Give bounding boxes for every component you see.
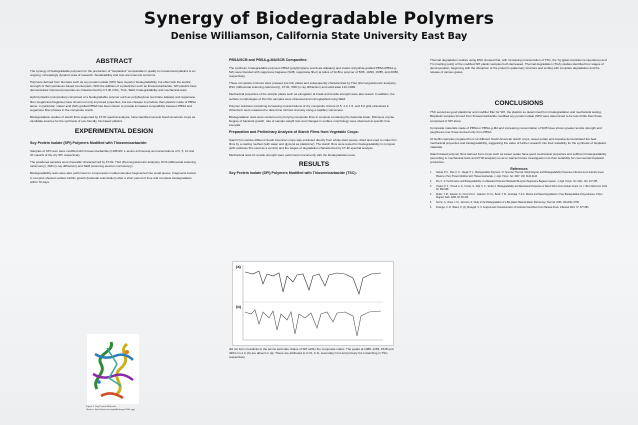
molecule-caption: Figure 1. Soy Protein Molecule (Source: http://www.rcsb.org/pdb/images/1b8c.jpg) — [86, 406, 135, 411]
reference-item — [430, 194, 608, 200]
pbsa-paragraph: Biodegradation tests were carried out by burying composite films in compost containing the bacterial strain, Rhizopus oryzae. Degree of bacterial growth, rate of sample weight loss and changes in surface morphology were observed at specific time intervals. — [229, 114, 395, 128]
column-left — [30, 58, 198, 187]
pbsa-subheading: PBSA/SCB and PBSA-g-MA/SCB Composites: — [229, 58, 308, 62]
reference-number: 6. — [430, 207, 432, 210]
starch-paragraph: Starch from twelve different South American crops was extracted directly from whole plant pieces, dried and used to make thin films by a casting method (with water and glycerol as plasticizer). The starch films were tested for biodegradability in compost (with cellulose film used as a control) and the stages of degradation characterized by FT-IR spectral analysis. — [229, 138, 397, 151]
abstract-paragraph: The synergy of biodegradable polymers for the production of "bioplastics" comparable in quality to conventional plastics is an ongoing, increasingly dynamic area of research. Sustainability and cost are foremost concerns. — [30, 69, 196, 78]
soy-subheading: Soy Protein Isolate (SPI) Polymers Modified with Thiosemicarbazide: — [30, 141, 148, 146]
conclusions-heading: CONCLUSIONS — [494, 100, 544, 108]
starch-paragraph: Mechanical tests for tensile strength were performed concurrently with the biodegradation tests. — [229, 153, 356, 158]
reference-text: Djukic, T. M., Sokovic, D., Ford, M.A.C., Jaukovic, D.J.G., Bordi, T. M., Gonzaga, T. E.C. Metrics and Mass Degradation of Soy Biodegradable Polyurethanes. Polym. Degrad. Stab. 2008, 93, 68-100. — [436, 193, 604, 199]
reference-number: 2. — [430, 180, 432, 183]
ftir-spectra-figure — [232, 261, 394, 346]
abstract-heading: ABSTRACT — [95, 58, 133, 65]
abstract-paragraph: Hybrid plastics (composites) comprised of a biodegradable polymer such as poly(butylene succinate adipate) and sugarcane fiber (sugarcane bagasse) have shown not only improved properties, but are cheaper to produce than plastics made of PBSA alone. In particular, maleic acid (MA) grafted PBSA has been shown to provide increased compatibility between PBSA and sugarcane fiber phases in the composite matrix. — [30, 95, 196, 112]
reference-item — [430, 172, 608, 178]
conclusions-paragraph: Of biofilm samples prepared from 12 different South American starch crops, sweet potato and cassava demonstrated the best mechanical properties and biodegradability, suggesting the value of further research into their suitability for the synthesis of bioplastic materials. — [430, 136, 607, 150]
column-right — [430, 58, 608, 212]
soy-paragraph: Samples of SPI resin were modified with thiosemicarbazide (CH5N3S; 1-amino-2-thiourea) at concentrations of 0, 5, 10 and 20 mass% of the dry SPI respectively. — [30, 149, 195, 158]
reference-number: 4. — [430, 193, 432, 196]
pbsa-paragraph: These composite mixtures were pressed into thin plates and subsequently characterized by TGA (thermogravimetric analysis), DSC (differential scanning calorimetry), FT-IR, XRD (x-ray diffraction) and solid-state 13C-NMR. — [229, 81, 397, 90]
experimental-heading: EXPERIMENTAL DESIGN — [74, 128, 154, 136]
ftir-spectra-svg — [233, 262, 393, 345]
column-middle — [229, 58, 399, 179]
reference-number: 5. — [430, 202, 432, 205]
plot-label-b: (b) — [236, 304, 242, 309]
reference-number: 3. — [430, 185, 432, 188]
soy-paragraph: Biodegradability tests were also performed on compression molded samples fragmented into small pieces. Fragments buried in compost showed surface biofilm growth (bacterial colonization) after a short period of time and complete biodegradation within 70 days. — [30, 171, 196, 184]
spectrum-b-line — [245, 310, 381, 336]
starch-subheading: Preparation and Preliminary Analysis of Starch Films from Vegetable Crops: — [229, 130, 359, 135]
abstract-paragraph: Polymers derived from biomass such as soy protein isolate (SPI) have superior biodegradability, but often lack the tensile strength of their petroleum-based counterparts. With the addition of a plasticizer such as thiosemicarbazide, SPI plastics have demonstrated improved properties as characterized by FT-IR, DSC, TGA, SEM, biodegradability and mechanical tests. — [30, 80, 197, 93]
reference-item — [430, 202, 608, 205]
reference-item — [430, 186, 608, 192]
reference-item — [430, 181, 608, 184]
conclusions-paragraph: Composite materials made of PBSA or PBSA-g-MA and increasing concentration of SCB have shown greater tensile strength and toughness over those derived only from PBSA. — [430, 125, 602, 134]
conclusions-paragraph: TSC served as good plasticizer and modifier filler for SPI, the plastics so determined from biodegradation and mechanical testing. Bioplastic samples formed from thiosemicarbazide-modified soy protein isolate (SPI) were determined to be less brittle than those comprised of SPI alone. — [430, 110, 602, 123]
poster-author: Denise Williamson, California State University East Bay — [170, 31, 468, 42]
pbsa-paragraph: Polymer solutions containing increasing concentrations of dry composite mixture (0.5, 1.0, 1.5, and 6.0 g/dL) dissolved in chloroform were measured to determine intrinsic viscosity using a capillary viscometer. — [229, 103, 390, 112]
results-paragraph: did not form crosslinks to the amino acid side chains of SPI within the composite matrix. The peaks at 1088, 1283, 1548 and 3364 cm-1 in (b) are absent in (a). These are attributed to C=S, C-N, secondary N-H and primary N-H stretching in TSC, respectively. — [229, 347, 394, 360]
thermal-paragraph: Thermal degradation studies using DSC showed that, with increasing concentration of TSC, the Tg (glass transition temperature) and Tm (melting point) of the modified SPI plastic samples both decreased. Thermal degradation (TGA) studies identified four stages of decomposition, beginning with the disruption of the protein's quaternary structure and ending with complete degradation and the release of various gases. — [430, 58, 607, 75]
reference-text: Nanda, P. K., Rao, K. K., Nayak, P. L., Biodegradable Polymers. XI. Spectral, Thermal, Morphological, and Biodegradability Properties of Environment-Friendly Green Plastics of Soy Protein Modified with Thiosemicarbazide. J. Appl. Polym. Sci. 2007, 103, 3134-3143. — [436, 172, 604, 178]
reference-number: 1. — [430, 172, 432, 175]
soy-paragraph: The powdered samples were thereafter characterized by FT-IR, TGA (thermogravimetric analysis), DCS (differential scanning calorimetry), XRD (x-ray diffraction) and SEM (scanning electron microscopy). — [30, 160, 196, 169]
results-heading: RESULTS — [298, 160, 330, 168]
reference-item — [430, 207, 608, 210]
spectrum-a-line — [245, 271, 381, 294]
reference-text: Sorrier, S., Rosa, J. M., Jancisco, S. Study of the Biodegradation of a Bio-plastic Material Made. Microscopy. Thermal. 2006, 100-2004, 8786. — [436, 202, 580, 205]
poster-title: Synergy of Biodegradable Polymers — [143, 9, 495, 29]
abstract-paragraph: Biodegradation studies of starch films supported by FT-IR spectral analysis, have identified several South American crops as candidate sources for the synthesis of eco-friendly, bio-based plastics. — [30, 114, 196, 123]
references-list — [430, 172, 608, 210]
soy-protein-molecule-image — [87, 334, 139, 404]
references-heading: References — [510, 167, 528, 172]
results-subheading: Soy Protein Isolate (SPI) Polymers Modified with Thiosemicarbazide (TSC): — [229, 170, 357, 175]
conclusions-paragraph: Starch-based polymer films derived from crops such as sweet potato have good mechanical properties and sufficient biodegradability (according to mechanical tests and FTIR analysis) so as to warrant future investigation into their suitability for commercial bioplastic production. — [430, 152, 607, 165]
reference-text: Pettinger, F. M., Baleni, P. (A), Moragatt, S. S. Analysis and Characterization of Cellulose Nanofibers From Banana Peels. Inflamasi 2010, 37, 877-883. — [436, 207, 590, 210]
reference-text: Thakur, P. K., Trivedi, A. K., Kumar, S., Datt, S. K., Sinha, K. Biodegradability and Mechanical Properties of Starch Films from Andean Crops. Int. J. Biol. Macromol. 2011, 48, 582-589. — [436, 185, 608, 191]
pbsa-paragraph: The synthetic, biodegradable polymers PBSA (poly(butylene succinate adipate)) and maleic anhydride-grafted PBSA (PBSA-g-MA) were blended with sugarcane bagasse (SCB; sugarcane fiber) at ratios of SCB to polymer of 5/95, 10/90, 15/85, and 20/80, respectively. — [229, 66, 399, 79]
plot-label-a: (a) — [236, 264, 241, 269]
reference-text: Wu, C. S. Performance and Biodegradability of a Maleated Polyester Bioplastic/Recycled Sugarcane Bagasse System. J. Appl. Polym. Sci. 2011, 123, 347-355. — [436, 180, 598, 183]
pbsa-paragraph: Mechanical properties of the sample plates such as elongation at break and tensile strength were also tested. In addition, the surface morphologies of thin film samples were observed and micrographed using SEM. — [229, 92, 395, 101]
